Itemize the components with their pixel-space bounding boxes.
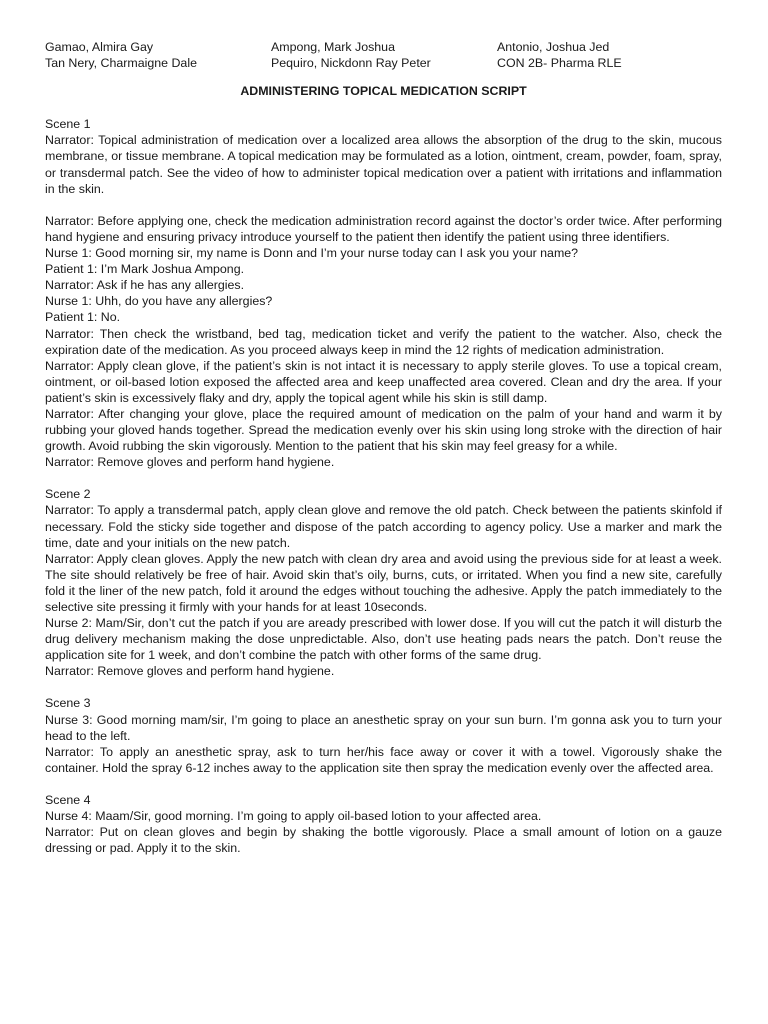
scene-heading: Scene 1 [45, 117, 91, 132]
script-line: Narrator: Apply clean glove, if the patient’s skin is not intact it is necessary to apply sterile gloves. To use a topical cream, ointment, or oil-based lotion exposed the affected area and keep unaffected area covered. Clean and dry the area. If your patient’s skin is excessively flaky and dry, apply the topical agent while his skin is still damp. [45, 358, 722, 405]
document-title: ADMINISTERING TOPICAL MEDICATION SCRIPT [240, 84, 527, 99]
script-line: Narrator: Topical administration of medication over a localized area allows the absorption of the drug to the skin, mucous membrane, or tissue membrane. A topical medication may be formulated as a lotion, ointment, cream, powder, foam, spray, or transdermal patch. See the video of how to administer topical medication over a patient with irritations and inflammation in the skin. [45, 133, 722, 196]
author-name: Tan Nery, Charmaigne Dale [45, 56, 197, 71]
script-line: Nurse 4: Maam/Sir, good morning. I’m going to apply oil-based lotion to your affected area. [45, 809, 542, 824]
script-line: Narrator: Remove gloves and perform hand hygiene. [45, 455, 335, 470]
scene-heading: Scene 3 [45, 696, 91, 711]
scene-heading: Scene 2 [45, 487, 91, 502]
author-name: Antonio, Joshua Jed [497, 40, 610, 54]
scene-heading: Scene 4 [45, 792, 91, 807]
script-line: Narrator: Ask if he has any allergies. [45, 278, 245, 293]
author-name: Gamao, Almira Gay [45, 40, 154, 54]
blank-line [45, 197, 722, 213]
script-line: Narrator: To apply an anesthetic spray, ask to turn her/his face away or cover it with a towel. Vigorously shake the container. Hold the spray 6-12 inches away to the application site then spray the medication evenly over the affected area. [45, 744, 722, 775]
script-line: Narrator: After changing your glove, place the required amount of medication on the palm of your hand and warm it by rubbing your gloved hands together. Spread the medication evenly over his skin using long stroke with the direction of hair growth. Avoid rubbing the skin vigorously. Mention to the patient that his skin may feel greasy for a while. [45, 406, 722, 454]
script-line: Patient 1: I’m Mark Joshua Ampong. [45, 262, 245, 277]
document-page [45, 39, 722, 872]
script-line: Narrator: Then check the wristband, bed tag, medication ticket and verify the patient to the watcher. Also, check the expiration date of the medication. As you proceed always keep in mind the 12 rights of medication administration. [45, 326, 722, 357]
script-line: Nurse 1: Good morning sir, my name is Donn and I’m your nurse today can I ask you your name? [45, 246, 579, 261]
scene-3 [45, 695, 722, 775]
script-line: Patient 1: No. [45, 310, 121, 325]
script-line: Narrator: Before applying one, check the medication administration record against the doctor’s order twice. After performing hand hygiene and ensuring privacy introduce yourself to the patient then identify the patient using three identifiers. [45, 213, 722, 244]
scene-4 [45, 792, 722, 856]
script-line: Nurse 2: Mam/Sir, don’t cut the patch if you are aready prescribed with lower dose. If you will cut the patch it will disturb the drug delivery mechanism making the dose unpredictable. Also, don’t use heating pads nears the patch. Don’t reuse the application site for 1 week, and don’t combine the patch with other forms of the same drug. [45, 616, 722, 663]
scene-2 [45, 486, 722, 679]
author-name: Ampong, Mark Joshua [271, 40, 395, 54]
script-line: Narrator: Apply clean gloves. Apply the new patch with clean dry area and avoid using the previous side for at least a week. The site should relatively be free of hair. Avoid skin that’s oily, burns, cuts, or irritated. When you find a new site, carefully fold it the liner of the new patch, fold it around the edges without touching the adhesive. Apply the patch immediately to the selective site pressing it firmly with your hands for at least 10seconds. [45, 551, 722, 614]
script-line: Narrator: Remove gloves and perform hand hygiene. [45, 664, 335, 679]
script-line: Narrator: To apply a transdermal patch, apply clean glove and remove the old patch. Check between the patients skinfold if necessary. Fold the sticky side together and dispose of the patch according to agency policy. Use a marker and mark the time, date and your initials on the new patch. [45, 503, 722, 550]
course-label: CON 2B- Pharma RLE [497, 56, 622, 71]
script-line: Narrator: Put on clean gloves and begin by shaking the bottle vigorously. Place a small amount of lotion on a gauze dressing or pad. Apply it to the skin. [45, 825, 722, 856]
author-list [45, 39, 722, 71]
scene-1 [45, 116, 722, 470]
author-name: Pequiro, Nickdonn Ray Peter [271, 56, 431, 71]
script-line: Nurse 3: Good morning mam/sir, I’m going to place an anesthetic spray on your sun burn. I’m gonna ask you to turn your head to the left. [45, 712, 722, 743]
script-line: Nurse 1: Uhh, do you have any allergies? [45, 294, 273, 309]
